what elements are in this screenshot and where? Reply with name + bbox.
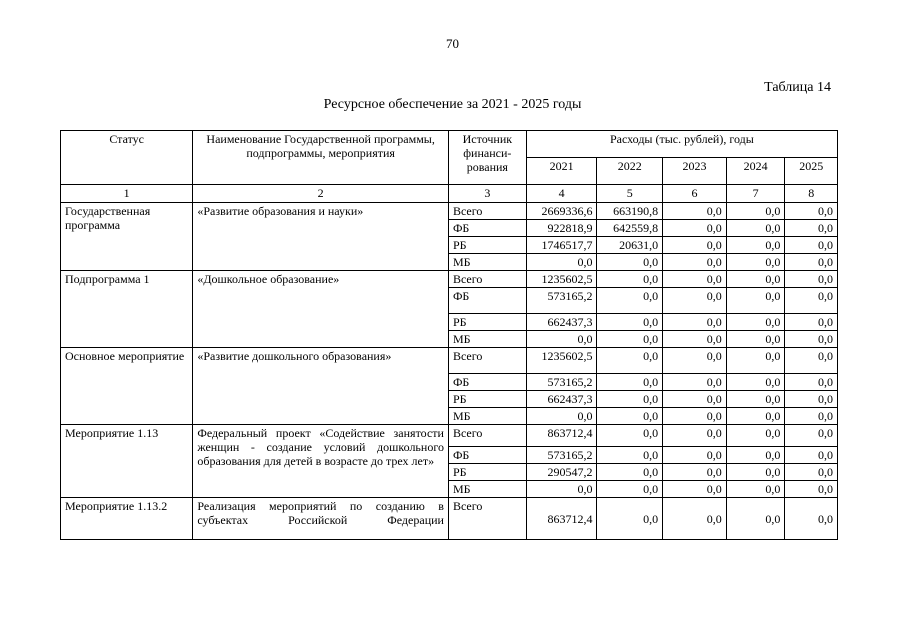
value-cell: 0,0 — [663, 288, 727, 314]
value-cell: 0,0 — [663, 348, 727, 374]
value-cell: 0,0 — [785, 374, 838, 391]
value-cell: 0,0 — [663, 408, 727, 425]
value-cell: 0,0 — [726, 498, 785, 540]
value-cell: 0,0 — [726, 481, 785, 498]
value-cell: 1235602,5 — [526, 348, 597, 374]
table-row — [61, 498, 838, 540]
value-cell: 0,0 — [597, 254, 663, 271]
table-row — [61, 425, 838, 447]
value-cell: 0,0 — [785, 237, 838, 254]
value-cell: 0,0 — [726, 464, 785, 481]
status-cell: Подпрограмма 1 — [61, 271, 193, 348]
value-cell: 0,0 — [726, 348, 785, 374]
value-cell: 0,0 — [597, 464, 663, 481]
column-number: 4 — [526, 185, 597, 203]
value-cell: 0,0 — [663, 331, 727, 348]
status-cell: Мероприятие 1.13.2 — [61, 498, 193, 540]
value-cell: 922818,9 — [526, 220, 597, 237]
source-cell: Всего — [448, 425, 526, 447]
table-row — [61, 348, 838, 374]
column-number: 8 — [785, 185, 838, 203]
header-year: 2022 — [597, 158, 663, 185]
status-cell: Государственная программа — [61, 203, 193, 271]
value-cell: 0,0 — [663, 271, 727, 288]
value-cell: 0,0 — [663, 481, 727, 498]
value-cell: 0,0 — [597, 331, 663, 348]
value-cell: 0,0 — [785, 348, 838, 374]
source-cell: ФБ — [448, 447, 526, 464]
value-cell: 573165,2 — [526, 447, 597, 464]
value-cell: 0,0 — [663, 425, 727, 447]
page-number: 70 — [446, 36, 459, 51]
table-label: Таблица 14 — [764, 80, 831, 95]
value-cell: 0,0 — [785, 220, 838, 237]
value-cell: 662437,3 — [526, 391, 597, 408]
source-cell: МБ — [448, 481, 526, 498]
table-row — [61, 271, 838, 288]
value-cell: 663190,8 — [597, 203, 663, 220]
value-cell: 863712,4 — [526, 425, 597, 447]
value-cell: 0,0 — [726, 220, 785, 237]
value-cell: 0,0 — [785, 481, 838, 498]
resource-table — [60, 130, 838, 540]
value-cell: 0,0 — [597, 447, 663, 464]
header-year: 2025 — [785, 158, 838, 185]
source-cell: МБ — [448, 254, 526, 271]
value-cell: 0,0 — [597, 391, 663, 408]
value-cell: 0,0 — [663, 447, 727, 464]
value-cell: 0,0 — [526, 254, 597, 271]
column-number: 5 — [597, 185, 663, 203]
name-cell: Федеральный проект «Содействие занятости женщин - создание условий дошкольного образования для детей в возрасте до трех лет» — [193, 425, 449, 498]
value-cell: 573165,2 — [526, 288, 597, 314]
value-cell: 0,0 — [726, 271, 785, 288]
source-cell: РБ — [448, 237, 526, 254]
value-cell: 0,0 — [663, 203, 727, 220]
value-cell: 0,0 — [663, 254, 727, 271]
document-title: Ресурсное обеспечение за 2021 - 2025 годы — [323, 97, 582, 112]
value-cell: 2669336,6 — [526, 203, 597, 220]
name-cell: «Развитие образования и науки» — [193, 203, 449, 271]
source-cell: ФБ — [448, 220, 526, 237]
header-name: Наименование Государственной программы, подпрограммы, мероприятия — [193, 131, 449, 185]
value-cell: 0,0 — [726, 391, 785, 408]
source-cell: Всего — [448, 271, 526, 288]
value-cell: 0,0 — [726, 408, 785, 425]
value-cell: 0,0 — [726, 254, 785, 271]
value-cell: 642559,8 — [597, 220, 663, 237]
value-cell: 0,0 — [726, 374, 785, 391]
value-cell: 0,0 — [597, 481, 663, 498]
value-cell: 0,0 — [526, 481, 597, 498]
value-cell: 0,0 — [726, 288, 785, 314]
value-cell: 0,0 — [597, 314, 663, 331]
header-status: Статус — [61, 131, 193, 185]
value-cell: 0,0 — [785, 425, 838, 447]
source-cell: ФБ — [448, 374, 526, 391]
value-cell: 0,0 — [663, 391, 727, 408]
value-cell: 0,0 — [785, 271, 838, 288]
table-row — [61, 203, 838, 220]
source-cell: ФБ — [448, 288, 526, 314]
source-cell: МБ — [448, 331, 526, 348]
value-cell: 0,0 — [785, 288, 838, 314]
header-year: 2023 — [663, 158, 727, 185]
value-cell: 0,0 — [785, 408, 838, 425]
status-cell: Мероприятие 1.13 — [61, 425, 193, 498]
value-cell: 0,0 — [726, 203, 785, 220]
value-cell: 0,0 — [526, 331, 597, 348]
value-cell: 0,0 — [726, 425, 785, 447]
column-number: 2 — [193, 185, 449, 203]
source-cell: МБ — [448, 408, 526, 425]
header-expenses: Расходы (тыс. рублей), годы — [526, 131, 837, 158]
column-number: 3 — [448, 185, 526, 203]
value-cell: 0,0 — [785, 331, 838, 348]
value-cell: 0,0 — [663, 464, 727, 481]
value-cell: 0,0 — [785, 391, 838, 408]
value-cell: 0,0 — [597, 348, 663, 374]
value-cell: 0,0 — [597, 271, 663, 288]
value-cell: 0,0 — [663, 237, 727, 254]
source-cell: Всего — [448, 203, 526, 220]
value-cell: 573165,2 — [526, 374, 597, 391]
value-cell: 0,0 — [785, 464, 838, 481]
value-cell: 0,0 — [663, 314, 727, 331]
column-number: 7 — [726, 185, 785, 203]
name-cell: Реализация мероприятий по созданию в субъектах Российской Федерации — [193, 498, 449, 540]
value-cell: 20631,0 — [597, 237, 663, 254]
value-cell: 0,0 — [785, 203, 838, 220]
value-cell: 0,0 — [726, 331, 785, 348]
value-cell: 1746517,7 — [526, 237, 597, 254]
value-cell: 0,0 — [597, 408, 663, 425]
value-cell: 0,0 — [785, 314, 838, 331]
source-cell: Всего — [448, 348, 526, 374]
name-cell: «Развитие дошкольного образования» — [193, 348, 449, 425]
source-cell: РБ — [448, 464, 526, 481]
value-cell: 0,0 — [663, 374, 727, 391]
status-cell: Основное мероприятие — [61, 348, 193, 425]
header-source: Источник финанси-рования — [448, 131, 526, 185]
value-cell: 1235602,5 — [526, 271, 597, 288]
value-cell: 0,0 — [663, 220, 727, 237]
source-cell: РБ — [448, 314, 526, 331]
value-cell: 0,0 — [597, 288, 663, 314]
value-cell: 662437,3 — [526, 314, 597, 331]
source-cell: Всего — [448, 498, 526, 540]
value-cell: 0,0 — [726, 314, 785, 331]
value-cell: 0,0 — [726, 237, 785, 254]
column-number: 1 — [61, 185, 193, 203]
value-cell: 290547,2 — [526, 464, 597, 481]
source-cell: РБ — [448, 391, 526, 408]
value-cell: 863712,4 — [526, 498, 597, 540]
value-cell: 0,0 — [785, 254, 838, 271]
value-cell: 0,0 — [597, 374, 663, 391]
value-cell: 0,0 — [663, 498, 727, 540]
value-cell: 0,0 — [785, 447, 838, 464]
column-number: 6 — [663, 185, 727, 203]
value-cell: 0,0 — [597, 425, 663, 447]
header-year: 2024 — [726, 158, 785, 185]
value-cell: 0,0 — [526, 408, 597, 425]
header-year: 2021 — [526, 158, 597, 185]
value-cell: 0,0 — [597, 498, 663, 540]
name-cell: «Дошкольное образование» — [193, 271, 449, 348]
value-cell: 0,0 — [726, 447, 785, 464]
value-cell: 0,0 — [785, 498, 838, 540]
